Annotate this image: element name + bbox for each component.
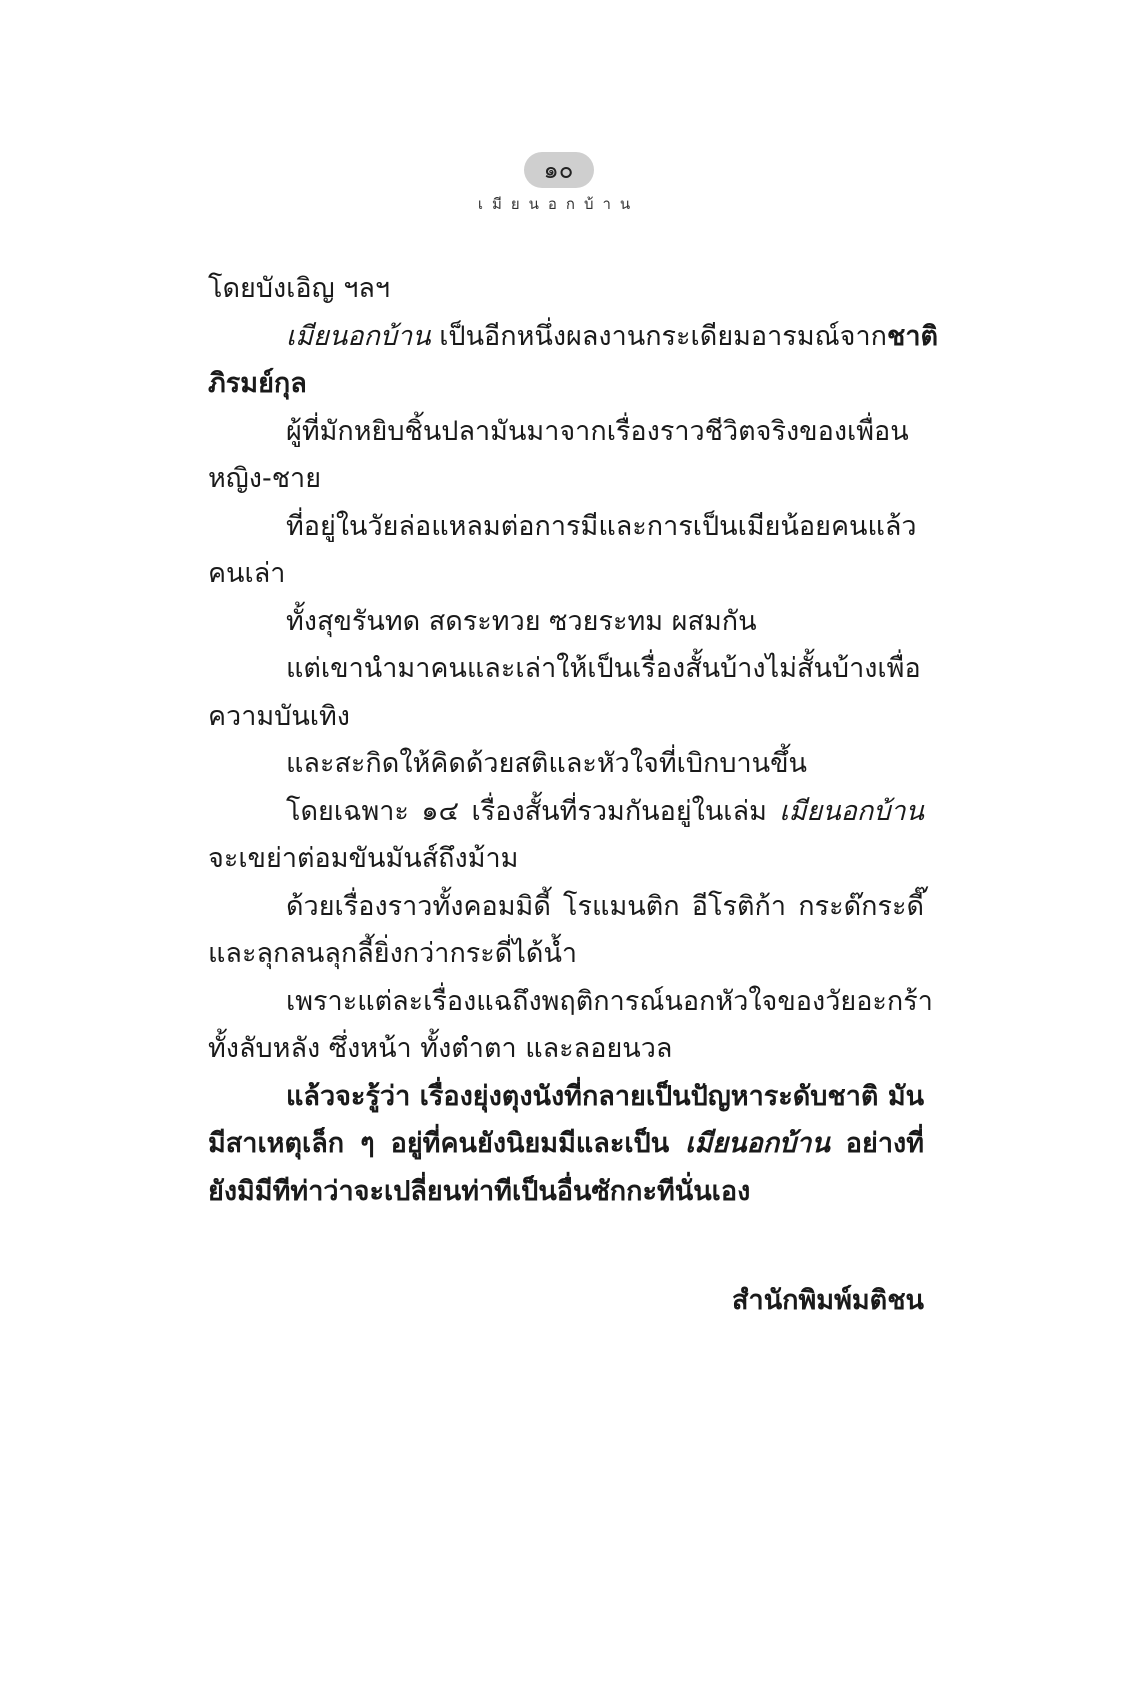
- author-name: ภิรมย์กุล: [208, 368, 307, 399]
- paragraph-line: ความบันเทิง: [208, 700, 350, 732]
- paragraph-line: [208, 1120, 924, 1168]
- paragraph-line: ด้วยเรื่องราวทั้งคอมมิดี้ โรแมนติก อีโรติก้า กระด๊กระดี๊: [286, 890, 924, 922]
- page-number-badge: ๑๐: [524, 152, 594, 188]
- paragraph-line: แต่เขานำมาคนและเล่าให้เป็นเรื่องสั้นบ้างไม่สั้นบ้างเพื่อ: [286, 653, 921, 684]
- paragraph-line: จะเขย่าต่อมขันมันส์ถึงม้าม: [208, 843, 519, 874]
- paragraph-line: และลุกลนลุกลี้ยิ่งกว่ากระดี่ได้น้ำ: [208, 938, 578, 969]
- text-run: เป็นอีกหนึ่งผลงานกระเดียมอารมณ์จาก: [430, 320, 887, 352]
- paragraph-line: คนเล่า: [208, 558, 286, 589]
- book-title: เมียนอกบ้าน: [286, 320, 431, 352]
- body-text: [208, 265, 939, 1325]
- paragraph-line: ทั้งสุขรันทด สดระทวย ซวยระทม ผสมกัน: [286, 605, 757, 637]
- paragraph-line: [208, 313, 939, 361]
- author-name: ชาติ: [887, 320, 939, 352]
- publisher-signature: สำนักพิมพ์มติชน: [732, 1285, 924, 1316]
- paragraph-line: เพราะแต่ละเรื่องแฉถึงพฤติการณ์นอกหัวใจของวัยอะกร้า: [286, 985, 933, 1017]
- spacer: [208, 1215, 924, 1277]
- book-title: เมียนอกบ้าน: [685, 1128, 830, 1159]
- book-title: เมียนอกบ้าน: [779, 795, 924, 827]
- text-run: อย่างที่: [829, 1128, 924, 1159]
- paragraph-line: โดยบังเอิญ ฯลฯ: [208, 273, 391, 304]
- paragraph-line: ที่อยู่ในวัยล่อแหลมต่อการมีและการเป็นเมียน้อยคนแล้ว: [286, 510, 917, 542]
- paragraph-line: ยังมิมีทีท่าว่าจะเปลี่ยนท่าทีเป็นอื่นซักกะทีนั่นเอง: [208, 1175, 751, 1207]
- paragraph-line: ผู้ที่มักหยิบชิ้นปลามันมาจากเรื่องราวชีวิตจริงของเพื่อน: [286, 415, 909, 447]
- paragraph-line: และสะกิดให้คิดด้วยสติและหัวใจที่เบิกบานขึ้น: [286, 748, 808, 779]
- running-title: เมียนอกบ้าน: [477, 195, 640, 213]
- text-run: โดยเฉพาะ ๑๔ เรื่องสั้นที่รวมกันอยู่ในเล่ม: [286, 795, 780, 827]
- text-run: มีสาเหตุเล็ก ๆ อยู่ที่คนยังนิยมมีและเป็น: [208, 1128, 686, 1159]
- paragraph-line: ทั้งลับหลัง ซึ่งหน้า ทั้งตำตา และลอยนวล: [208, 1033, 673, 1064]
- paragraph-line: [208, 788, 924, 836]
- paragraph-line: หญิง-ชาย: [208, 463, 322, 494]
- paragraph-line: แล้วจะรู้ว่า เรื่องยุ่งตุงนังที่กลายเป็นปัญหาระดับชาติ มัน: [286, 1080, 925, 1112]
- page-header: [0, 152, 1125, 216]
